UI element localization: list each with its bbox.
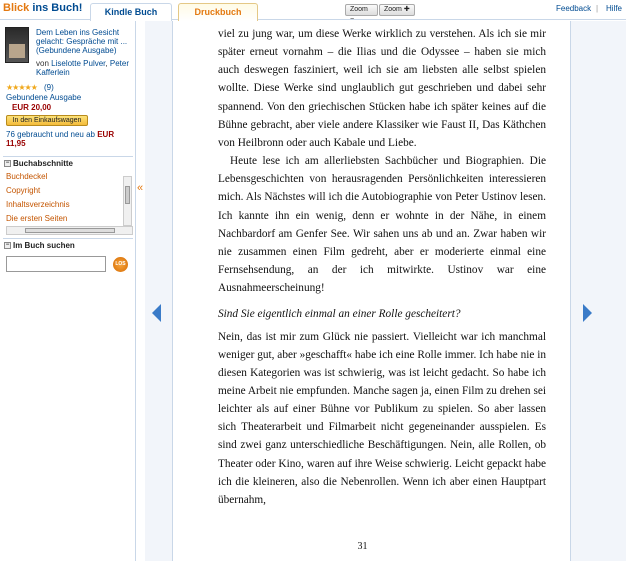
chapters-vertical-scrollbar[interactable] <box>123 176 132 226</box>
search-go-button[interactable]: LOS <box>113 257 128 272</box>
book-title-link[interactable]: Dem Leben ins Gesicht gelacht: Gespräche mit ... (Gebundene Ausgabe) <box>36 28 128 55</box>
chapter-link-cover[interactable]: Buchdeckel <box>6 172 48 181</box>
paragraph-3: Nein, das ist mir zum Glück nie passiert. Vielleicht war ich manchmal weniger gut, aber »geschafft« habe ich eine Rolle immer. Ich habe nie in diesen Kategorien was ist schwierig, was ist leicht gedacht. So habe ich meine Arbeit nie empfunden. Manche sagen ja, einen Film zu drehen sei leichter als auf einer Bühne vor Publikum zu spielen. So aber lassen sich Theaterarbeit und Filmarbeit nicht gegeneinander ausspielen. Es sind zwei ganz unterschiedliche Beschäftigungen. Nein, alle Rollen, ob Theater oder Kino, waren auf ihre Weise schwierig. Leicht gepackt habe ich die kleineren, also die Nebenrollen. Wenn ich aber einen Hauptpart übernahm, <box>218 330 546 506</box>
author-separator: , <box>105 59 108 68</box>
feedback-link[interactable]: Feedback <box>556 4 592 13</box>
chapters-section-title: Buchabschnitte <box>13 159 74 168</box>
zoom-out-button[interactable]: Zoom − <box>345 4 378 16</box>
chapters-horizontal-scrollbar[interactable] <box>6 226 133 235</box>
collapse-icon[interactable]: − <box>5 242 10 248</box>
prev-page-arrow-icon[interactable] <box>152 304 161 322</box>
page-text <box>218 25 546 509</box>
page-border-left <box>172 21 173 561</box>
vertical-scroll-thumb[interactable] <box>125 186 130 204</box>
chapters-list <box>6 171 124 227</box>
by-label: von <box>36 59 49 68</box>
tab-print-book[interactable]: Druckbuch <box>178 3 258 21</box>
chapter-link-first-pages[interactable]: Die ersten Seiten <box>6 214 68 223</box>
used-offers-price: EUR 11,95 <box>6 130 115 148</box>
book-authors <box>36 59 134 77</box>
link-separator: | <box>596 4 599 13</box>
book-price: EUR 20,00 <box>12 103 52 112</box>
page-border-right <box>570 21 571 561</box>
help-link[interactable]: Hilfe <box>606 4 623 13</box>
brand-logo <box>3 2 82 14</box>
reader-right-gutter <box>571 21 626 561</box>
chapters-section-header[interactable] <box>3 156 133 170</box>
author-link-1[interactable]: Liselotte Pulver <box>51 59 106 68</box>
next-page-arrow-icon[interactable] <box>583 304 592 322</box>
paragraph-1: viel zu jung war, um diese Werke wirklich zu verstehen. Als ich sie mir später erneut vornahm – die Ilias und die Odyssee – haben sie mich auch deswegen fasziniert, weil ich sie am liebsten alle selbst spielen wollte. Diese Werke sind unglaublich gut geschrieben und dabei sehr spannend. Von den griechischen Stücken habe ich später keines auf die Bühne gebracht, aber viele andere Klassiker wie Faust II, Das Käthchen von Heilbronn oder auch Kabale und Liebe. <box>218 28 546 149</box>
brand-part1: Blick <box>3 2 30 14</box>
top-bar <box>0 0 626 23</box>
used-offers-text: 76 gebraucht und neu ab <box>6 130 95 139</box>
tab-kindle-book[interactable]: Kindle Buch <box>90 3 172 21</box>
book-page <box>180 25 570 561</box>
book-cover-thumbnail[interactable] <box>5 27 29 63</box>
collapse-sidebar-icon[interactable]: « <box>137 182 144 194</box>
sidebar <box>0 21 136 561</box>
horizontal-scroll-thumb[interactable] <box>25 228 115 233</box>
rating-count-link[interactable]: (9) <box>44 83 54 92</box>
interview-question: Sind Sie eigentlich einmal an einer Rolle gescheitert? <box>218 308 461 321</box>
search-in-book-input[interactable] <box>6 256 106 272</box>
chapter-link-toc[interactable]: Inhaltsverzeichnis <box>6 200 70 209</box>
paragraph-2: Heute lese ich am allerliebsten Sachbücher und Biographien. Die Lebensgeschichten von herausragenden Persönlichkeiten interessieren mich. Als Nächstes will ich die Autobiographie von Peter Ustinov lesen. Ich kannte ihn ein wenig, denn er wohnte in der Nähe, in einem Nachbardorf am Genfer See. Wir sahen uns ab und an. Zwar haben wir nie zusammen einen Film gedreht, aber er moderierte einmal eine Fernsehsendung, an der ich mitwirkte. Ustinov war eine Ausnahmeerscheinung! <box>218 155 546 295</box>
add-to-cart-button[interactable]: In den Einkaufswagen <box>6 115 88 126</box>
edition-link[interactable]: Gebundene Ausgabe <box>6 93 82 102</box>
search-section-header[interactable] <box>3 238 133 252</box>
search-section-title: Im Buch suchen <box>13 241 75 250</box>
collapse-icon[interactable]: − <box>5 160 10 166</box>
star-rating-icon[interactable]: ★★★★★ <box>6 83 37 92</box>
page-number: 31 <box>357 541 368 552</box>
zoom-in-button[interactable]: Zoom ✚ <box>379 4 415 16</box>
chapter-link-copyright[interactable]: Copyright <box>6 186 41 195</box>
reader-left-gutter <box>145 21 173 561</box>
brand-part2: ins Buch! <box>32 2 83 14</box>
used-offers-link[interactable] <box>6 130 132 148</box>
author-link-2[interactable]: Peter Kafferlein <box>36 59 129 77</box>
